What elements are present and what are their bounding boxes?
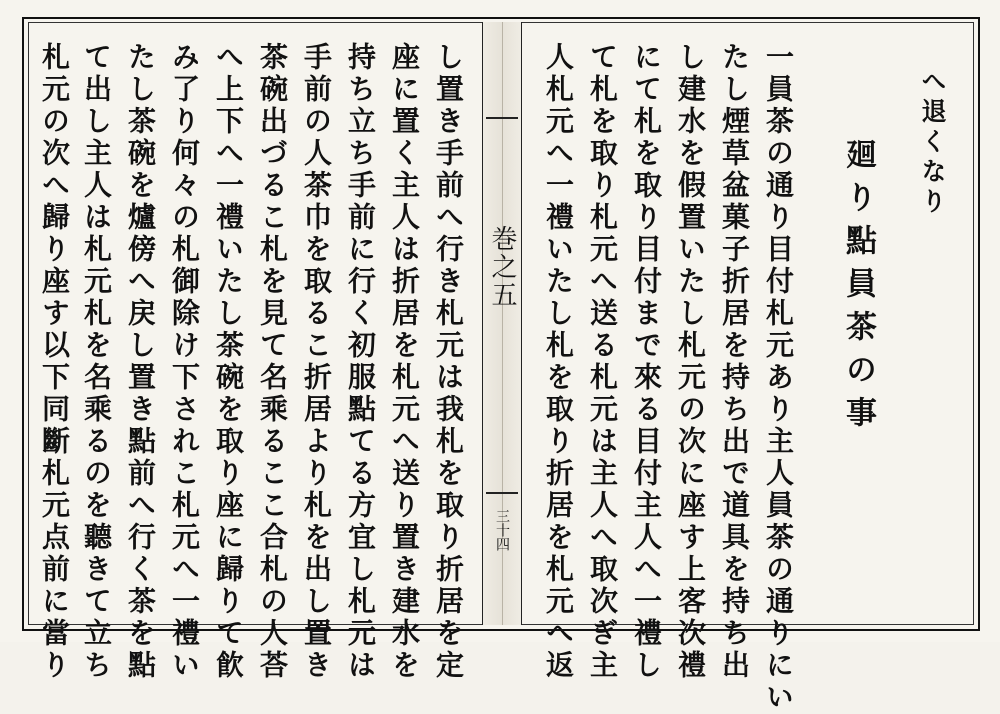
text-column: 人札元へ一禮いたし札を取り折居を札元へ返: [542, 42, 575, 682]
center-gutter: [482, 22, 522, 625]
text-column: へ上下へ一禮いたし茶碗を取り座に歸りて飮: [212, 42, 245, 682]
lead-text: へ退くなり: [918, 68, 947, 218]
text-column: 座に置く主人は折居を札元へ送り置き建水を: [388, 42, 421, 682]
text-column: 札元の次へ歸り座す以下同斷札元点前に當り: [38, 42, 71, 682]
text-column: 一員茶の通り目付札元あり主人員茶の通りにい: [762, 42, 795, 714]
text-column: たし煙草盆菓子折居を持ち出で道具を持ち出: [718, 42, 751, 682]
text-column: し建水を假置いたし札元の次に座す上客次禮: [674, 42, 707, 682]
page-number: 三十四: [494, 509, 510, 551]
gutter-rule-top: [486, 117, 518, 119]
gutter-rule-bottom: [486, 492, 518, 494]
text-column: 手前の人茶巾を取るこ折居より札を出し置き: [300, 42, 333, 682]
text-column: たし茶碗を爐傍へ戻し置き點前へ行く茶を點: [124, 42, 157, 682]
text-column: て出し主人は札元札を名乘るのを聽きて立ち: [80, 42, 113, 682]
text-column: 茶碗出づるこ札を見て名乘るここ合札の人荅: [256, 42, 289, 682]
text-column: にて札を取り目付まで來る目付主人へ一禮し: [630, 42, 663, 682]
volume-label: 巻之五: [487, 225, 517, 309]
text-column: 持ち立ち手前に行く初服點てる方宜し札元は: [344, 42, 377, 682]
text-column: て札を取り札元へ送る札元は主人へ取次ぎ主: [586, 42, 619, 682]
text-column: し置き手前へ行き札元は我札を取り折居を定: [432, 42, 465, 682]
text-column: み了り何々の札御除け下されこ札元へ一禮い: [168, 42, 201, 682]
section-heading: 廻り點員茶の事: [840, 138, 876, 439]
